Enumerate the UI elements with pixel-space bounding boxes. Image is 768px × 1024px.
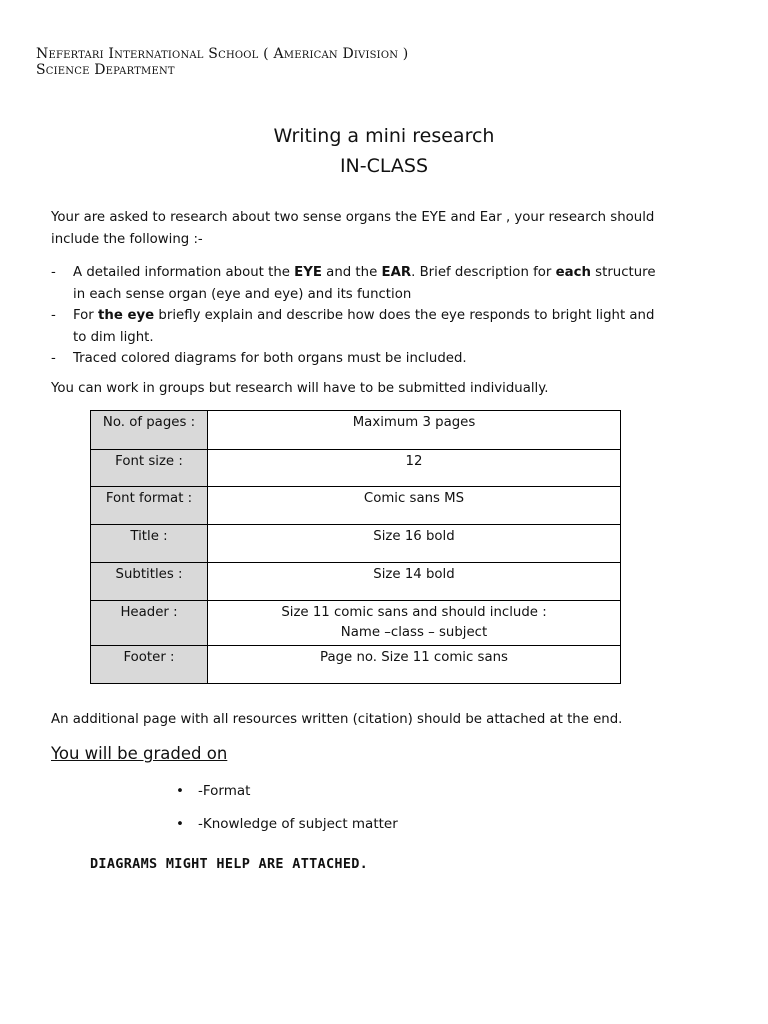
grading-item: • -Knowledge of subject matter xyxy=(176,813,398,846)
grading-list xyxy=(176,780,398,846)
department-name: Science Department xyxy=(36,62,175,78)
diagrams-note: DIAGRAMS MIGHT HELP ARE ATTACHED. xyxy=(90,856,369,872)
spec-value: Comic sans MS xyxy=(208,487,621,525)
requirements-list xyxy=(51,262,671,370)
table-row xyxy=(91,450,621,487)
spec-value: 12 xyxy=(208,450,621,487)
dash-bullet-icon: - xyxy=(51,351,56,366)
table-row xyxy=(91,601,621,646)
bullet-dot-icon: • xyxy=(176,816,184,832)
school-name: Nefertari International School ( American Division ) xyxy=(36,46,409,62)
spec-value: Size 16 bold xyxy=(208,525,621,563)
table-row xyxy=(91,525,621,563)
graded-heading: You will be graded on xyxy=(51,744,228,763)
spec-value: Size 14 bold xyxy=(208,563,621,601)
format-spec-table xyxy=(90,410,621,684)
table-row xyxy=(91,487,621,525)
groups-note: You can work in groups but research will have to be submitted individually. xyxy=(51,381,549,396)
spec-value xyxy=(208,601,621,646)
table-row xyxy=(91,563,621,601)
requirement-item: - A detailed information about the EYE and the EAR. Brief description for each structure in each sense organ (eye and eye) and its function xyxy=(51,262,671,305)
spec-label: Font format : xyxy=(91,487,208,525)
spec-label: Subtitles : xyxy=(91,563,208,601)
table-row xyxy=(91,646,621,684)
bullet-dot-icon: • xyxy=(176,783,184,799)
intro-paragraph: Your are asked to research about two sense organs the EYE and Ear , your research should include the following :- xyxy=(51,210,655,247)
spec-label: Title : xyxy=(91,525,208,563)
spec-value: Page no. Size 11 comic sans xyxy=(208,646,621,684)
spec-value-line: Name –class – subject xyxy=(340,625,488,640)
document-title: Writing a mini research xyxy=(273,125,495,147)
spec-label: Header : xyxy=(91,601,208,646)
requirement-item: - For the eye briefly explain and describe how does the eye responds to bright light and to dim light. xyxy=(51,305,671,348)
spec-label: Footer : xyxy=(91,646,208,684)
dash-bullet-icon: - xyxy=(51,308,56,323)
citation-note: An additional page with all resources written (citation) should be attached at the end. xyxy=(51,712,623,727)
spec-label: No. of pages : xyxy=(91,411,208,450)
requirement-item: - Traced colored diagrams for both organs must be included. xyxy=(51,348,671,370)
document-subtitle: IN-CLASS xyxy=(339,155,429,177)
spec-label: Font size : xyxy=(91,450,208,487)
table-row xyxy=(91,411,621,450)
dash-bullet-icon: - xyxy=(51,265,56,280)
school-header xyxy=(36,46,408,78)
grading-item: • -Format xyxy=(176,780,398,813)
spec-value-line: Size 11 comic sans and should include : xyxy=(281,605,547,620)
spec-value: Maximum 3 pages xyxy=(208,411,621,450)
